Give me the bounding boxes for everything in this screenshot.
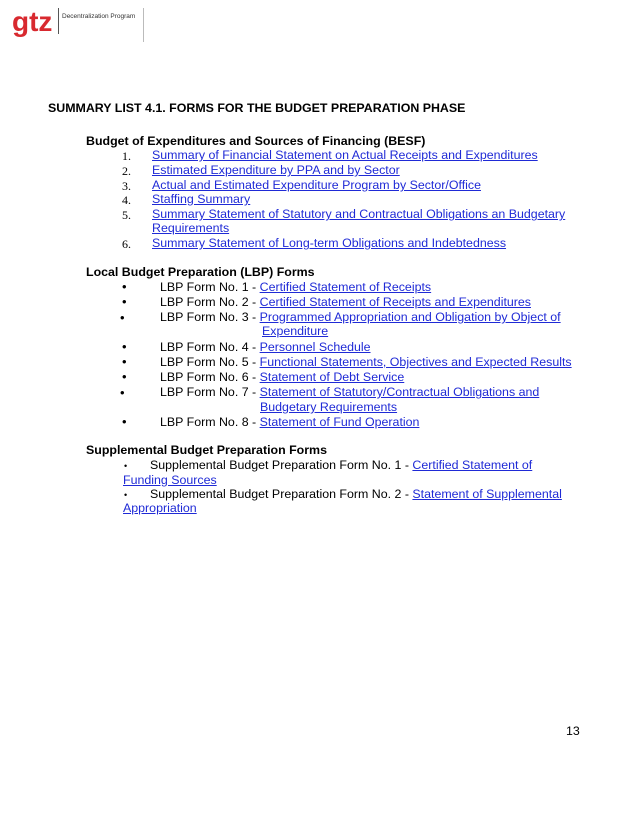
besf-item-link[interactable]: Summary Statement of Long-term Obligations and Indebtedness xyxy=(152,236,507,250)
lbp-form-link[interactable]: Programmed Appropriation and Obligation by Object of xyxy=(259,310,561,324)
bullet-icon: • xyxy=(122,369,127,384)
bullet-icon: • xyxy=(122,294,127,309)
lbp-form-prefix: LBP Form No. 5 - xyxy=(160,355,260,369)
besf-heading: Budget of Expenditures and Sources of Financing (BESF) xyxy=(86,134,426,148)
besf-item-link[interactable]: Actual and Estimated Expenditure Program by Sector/Office xyxy=(152,178,481,192)
page-number: 13 xyxy=(566,724,580,738)
bullet-icon: • xyxy=(124,461,128,471)
besf-item-number: 5. xyxy=(122,208,131,222)
lbp-form-link[interactable]: Certified Statement of Receipts xyxy=(259,280,432,294)
besf-item-number: 4. xyxy=(122,193,131,207)
lbp-form-link[interactable]: Statement of Fund Operation xyxy=(259,415,420,429)
lbp-form-prefix: LBP Form No. 6 - xyxy=(160,370,260,384)
bullet-icon: • xyxy=(122,279,127,294)
besf-item-number: 1. xyxy=(122,149,131,163)
bullet-icon: • xyxy=(124,490,128,500)
besf-item-number: 6. xyxy=(122,237,131,251)
bullet-icon: • xyxy=(120,310,125,325)
lbp-form-link[interactable]: Certified Statement of Receipts and Expenditures xyxy=(259,295,531,309)
logo-divider xyxy=(58,8,59,34)
header-rule xyxy=(143,8,144,42)
logo-tagline: Decentralization Program xyxy=(62,13,136,20)
lbp-form-prefix: LBP Form No. 3 - xyxy=(160,310,260,324)
supplemental-form-link-continued[interactable]: Appropriation xyxy=(123,501,197,515)
bullet-icon: • xyxy=(122,339,127,354)
page-title: SUMMARY LIST 4.1. FORMS FOR THE BUDGET PREPARATION PHASE xyxy=(48,101,466,115)
besf-item-link[interactable]: Summary of Financial Statement on Actual Receipts and Expenditures xyxy=(152,148,538,162)
lbp-form-prefix: LBP Form No. 4 - xyxy=(160,340,260,354)
lbp-heading: Local Budget Preparation (LBP) Forms xyxy=(86,265,315,279)
supplemental-form-link[interactable]: Statement of Supplemental xyxy=(412,487,562,501)
besf-item-number: 3. xyxy=(122,179,131,193)
bullet-icon: • xyxy=(122,354,127,369)
lbp-form-prefix: LBP Form No. 2 - xyxy=(160,295,260,309)
lbp-form-prefix: LBP Form No. 7 - xyxy=(160,385,260,399)
besf-item-link[interactable]: Estimated Expenditure by PPA and by Sector xyxy=(152,163,400,177)
lbp-form-prefix: LBP Form No. 8 - xyxy=(160,415,260,429)
gtz-logo: gtz xyxy=(12,6,53,37)
bullet-icon: • xyxy=(122,414,127,429)
supplemental-heading: Supplemental Budget Preparation Forms xyxy=(86,443,327,457)
lbp-form-link[interactable]: Functional Statements, Objectives and Expected Results xyxy=(259,355,572,369)
besf-item-link[interactable]: Summary Statement of Statutory and Contractual Obligations an Budgetary xyxy=(152,207,566,221)
lbp-form-link-continued[interactable]: Expenditure xyxy=(262,324,329,338)
bullet-icon: • xyxy=(120,385,125,400)
supplemental-form-prefix: Supplemental Budget Preparation Form No. 2 - xyxy=(150,487,413,501)
lbp-form-link[interactable]: Personnel Schedule xyxy=(259,340,371,354)
supplemental-form-prefix: Supplemental Budget Preparation Form No. 1 - xyxy=(150,458,413,472)
besf-item-link-continued[interactable]: Requirements xyxy=(152,221,230,235)
lbp-form-link[interactable]: Statement of Debt Service xyxy=(259,370,405,384)
besf-item-link[interactable]: Staffing Summary xyxy=(152,192,251,206)
lbp-form-link-continued[interactable]: Budgetary Requirements xyxy=(260,400,398,414)
besf-item-number: 2. xyxy=(122,164,131,178)
lbp-form-link[interactable]: Statement of Statutory/Contractual Obligations and xyxy=(259,385,540,399)
supplemental-form-link-continued[interactable]: Funding Sources xyxy=(123,473,217,487)
lbp-form-prefix: LBP Form No. 1 - xyxy=(160,280,260,294)
supplemental-form-link[interactable]: Certified Statement of xyxy=(412,458,533,472)
